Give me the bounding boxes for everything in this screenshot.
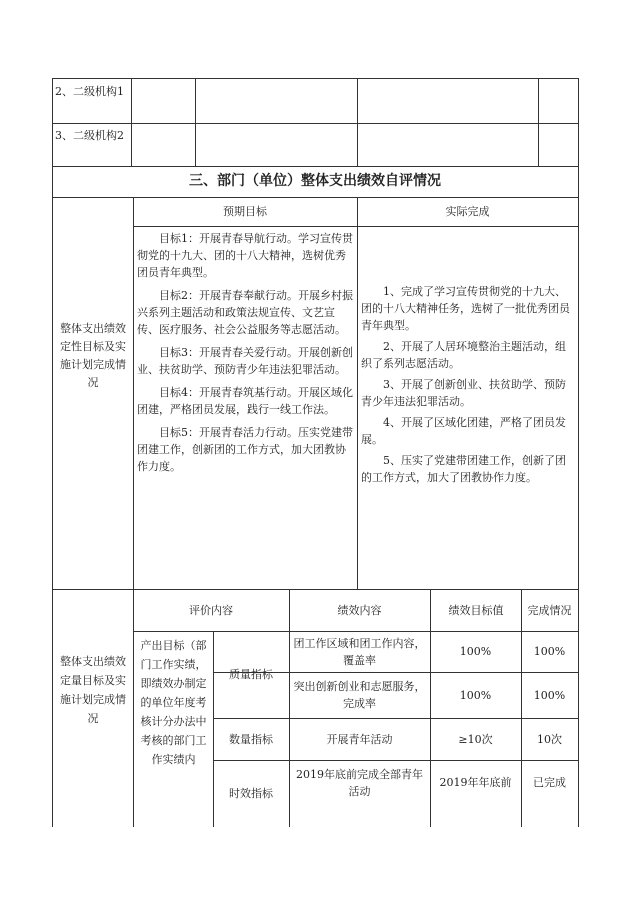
actual-completion-list	[361, 283, 574, 486]
table-row-2-target: 100%	[459, 688, 492, 702]
row-label-level2-org-1: 2、二级机构1	[55, 85, 124, 98]
row-label-level2-org-2: 3、二级机构2	[55, 129, 124, 142]
table-row-1-content: 团工作区域和团工作内容，覆盖率	[293, 636, 426, 667]
output-goal-label: 产出目标（部门工作实绩，即绩效办制定的单位年度考核计分办法中考核的部门工作实绩内	[140, 639, 207, 766]
table-row-2-content: 突出创新创业和志愿服务，完成率	[293, 680, 426, 710]
target-value-header: 绩效目标值	[448, 603, 504, 617]
expected-goal-2: 目标2：开展青春奉献行动。开展乡村振兴系列主题活动和政策法规宣传、文艺宣传、医疗服务、社会公益服务等志愿活动。	[137, 289, 353, 336]
quantity-indicator: 数量指标	[229, 732, 273, 746]
expected-goal-4: 目标4：开展青春筑基行动。开展区域化团建，严格团员发展，践行一线工作法。	[137, 386, 353, 416]
performance-content-header: 绩效内容	[337, 603, 382, 617]
table-row-3-content: 开展青年活动	[326, 732, 393, 746]
table-row-1-status: 100%	[533, 645, 566, 658]
expected-goal-3: 目标3：开展青春关爱行动。开展创新创业、扶贫助学、预防青少年违法犯罪活动。	[137, 346, 353, 376]
table-row-4-content: 2019年底前完成全部青年活动	[296, 767, 423, 798]
actual-item-1: 1、完成了学习宣传贯彻党的十九大、团的十八大精神任务，选树了一批优秀团员青年典型。	[361, 285, 570, 332]
table-row-2-status: 100%	[533, 688, 566, 702]
expected-goal-1: 目标1：开展青春导航行动。学习宣传贯彻党的十九大、团的十八大精神，选树优秀团员青年典型。	[137, 232, 353, 279]
expected-goal-5: 目标5：开展青春活力行动。压实党建带团建工作，创新团的工作方式，加大团教协作力度。	[137, 426, 353, 473]
actual-item-4: 4、开展了区域化团建，严格了团员发展。	[361, 416, 566, 446]
actual-completion-header: 实际完成	[445, 205, 490, 218]
table-row-3-status: 10次	[537, 732, 562, 746]
quality-indicator: 质量指标	[229, 668, 273, 681]
section-title: 三、部门（单位）整体支出绩效自评情况	[189, 173, 441, 189]
completion-status-header: 完成情况	[527, 603, 572, 617]
eval-content-header: 评价内容	[189, 603, 233, 617]
quantitative-row-label: 整体支出绩效定量目标及实施计划完成情况	[60, 655, 126, 725]
actual-item-2: 2、开展了人居环境整治主题活动，组织了系列志愿活动。	[361, 340, 566, 370]
table-row-3-target: ≥10次	[458, 732, 493, 746]
expected-goals-header: 预期目标	[223, 205, 267, 218]
actual-item-3: 3、开展了创新创业、扶贫助学、预防青少年违法犯罪活动。	[361, 378, 566, 408]
table-row-1-target: 100%	[459, 645, 492, 658]
table-row-4-target: 2019年年底前	[439, 776, 512, 789]
actual-item-5: 5、压实了党建带团建工作，创新了团的工作方式，加大了团教协作力度。	[361, 454, 566, 484]
table-row-4-status: 已完成	[533, 776, 566, 789]
timeliness-indicator: 时效指标	[229, 787, 273, 800]
expected-goals-list	[137, 230, 353, 475]
qualitative-row-label: 整体支出绩效定性目标及实施计划完成情况	[60, 322, 126, 389]
